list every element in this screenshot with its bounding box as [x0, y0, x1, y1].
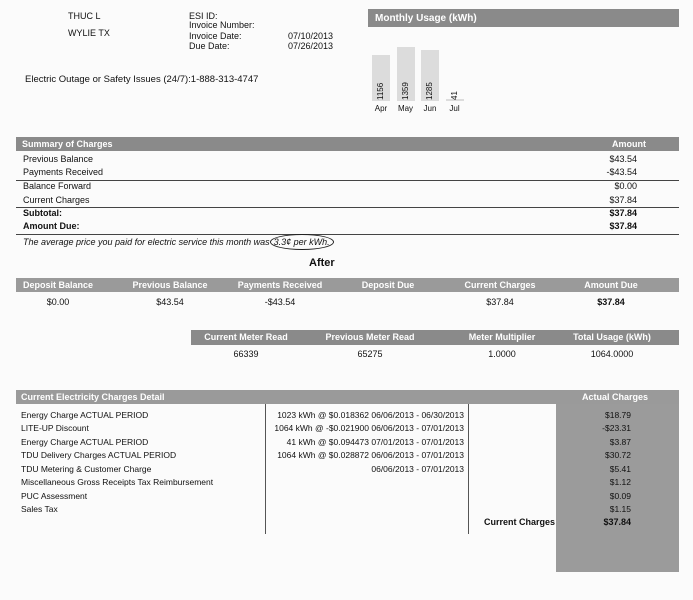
summary-row-label: Subtotal:: [23, 208, 62, 218]
deposit-header-cell: Deposit Balance: [22, 280, 94, 290]
detail-row-calculation: 06/06/2013 - 07/01/2013: [371, 464, 464, 474]
detail-row-description: Energy Charge ACTUAL PERIOD: [21, 410, 149, 420]
summary-title: Summary of Charges: [22, 139, 113, 149]
summary-row-amount: $37.84: [609, 195, 637, 205]
usage-month-label: Jul: [449, 104, 460, 113]
due-date-label: Due Date:: [189, 41, 230, 51]
detail-row-amount: $0.09: [609, 491, 631, 501]
usage-bar-label: 41: [449, 91, 459, 100]
usage-chart-header: [368, 9, 679, 27]
deposit-value-cell: $0.00: [46, 297, 70, 307]
detail-row-amount: $3.87: [609, 437, 631, 447]
detail-title: Current Electricity Charges Detail: [21, 392, 165, 402]
deposit-header-cell: Amount Due: [584, 280, 638, 290]
average-price-note: [23, 238, 334, 247]
usage-bar-label: 1359: [400, 82, 410, 100]
usage-month-label: Apr: [374, 104, 388, 113]
detail-row-amount: $1.15: [609, 504, 631, 514]
meter-header-cell: Current Meter Read: [204, 332, 288, 342]
summary-header: [16, 137, 679, 151]
detail-row-amount: $30.72: [605, 450, 631, 460]
summary-row-label: Amount Due:: [23, 221, 80, 231]
current-charges-total-label: Current Charges: [484, 517, 556, 527]
detail-row-amount: -$23.31: [602, 423, 631, 433]
detail-row-description: Sales Tax: [21, 504, 58, 514]
deposit-value-cell: $37.84: [597, 297, 625, 307]
deposit-header-cell: Payments Received: [237, 280, 323, 290]
detail-separator-1: [265, 404, 266, 534]
meter-header-cell: Total Usage (kWh): [573, 332, 651, 342]
after-label: After: [309, 257, 335, 269]
usage-chart: [368, 27, 679, 119]
detail-row-description: TDU Delivery Charges ACTUAL PERIOD: [21, 450, 177, 460]
detail-header: [16, 390, 679, 404]
summary-row-amount: $0.00: [614, 181, 637, 191]
usage-chart-title: Monthly Usage (kWh): [375, 13, 477, 24]
meter-header-cell: Previous Meter Read: [325, 332, 415, 342]
meter-value-cell: 65275: [357, 349, 383, 359]
summary-divider: [16, 180, 679, 181]
summary-amount-header: Amount: [612, 139, 646, 149]
summary-row-label: Previous Balance: [23, 154, 94, 164]
meter-value-cell: 1064.0000: [590, 349, 634, 359]
invoice-number-label: Invoice Number:: [189, 20, 255, 30]
detail-row-calculation: 1064 kWh @ $0.028872 06/06/2013 - 07/01/2013: [277, 450, 464, 460]
detail-row-amount: $5.41: [609, 464, 631, 474]
summary-row-amount: $37.84: [609, 221, 637, 231]
summary-divider-3: [16, 234, 679, 235]
detail-row-amount: $18.79: [605, 410, 631, 420]
summary-row-amount: -$43.54: [606, 167, 637, 177]
meter-value-cell: 1.0000: [488, 349, 516, 359]
detail-row-description: Energy Charge ACTUAL PERIOD: [21, 437, 149, 447]
detail-row-amount: $1.12: [609, 477, 631, 487]
summary-row-label: Current Charges: [23, 195, 90, 205]
actual-charges-header: Actual Charges: [582, 392, 649, 402]
meter-value-cell: 66339: [233, 349, 259, 359]
invoice-date: 07/10/2013: [288, 31, 334, 41]
customer-name: THUC L: [68, 11, 101, 21]
deposit-value-cell: -$43.54: [264, 297, 296, 307]
deposit-header-cell: Previous Balance: [132, 280, 208, 290]
deposit-value-cell: $43.54: [156, 297, 184, 307]
usage-bar-label: 1156: [376, 82, 385, 100]
average-price-highlight: 3.3¢ per kWh.: [270, 234, 334, 250]
detail-separator-2: [468, 404, 469, 534]
summary-row-label: Balance Forward: [23, 181, 92, 191]
meter-header-cell: Meter Multiplier: [468, 332, 536, 342]
customer-city: WYLIE TX: [68, 28, 110, 38]
summary-row-label: Payments Received: [23, 167, 104, 177]
invoice-date-label: Invoice Date:: [189, 31, 242, 41]
usage-month-label: May: [397, 104, 414, 113]
detail-row-description: PUC Assessment: [21, 491, 88, 501]
detail-row-description: Miscellaneous Gross Receipts Tax Reimbursement: [21, 477, 214, 487]
usage-month-label: Jun: [423, 104, 437, 113]
detail-row-calculation: 1064 kWh @ -$0.021900 06/06/2013 - 07/01/2013: [274, 423, 464, 433]
outage-phone: Electric Outage or Safety Issues (24/7):1-888-313-4747: [25, 74, 259, 85]
current-charges-total-amount: $37.84: [603, 517, 631, 527]
due-date: 07/26/2013: [288, 41, 334, 51]
summary-row-amount: $43.54: [609, 154, 637, 164]
summary-divider-2: [16, 207, 679, 208]
usage-bar-label: 1285: [425, 82, 434, 100]
detail-row-calculation: 41 kWh @ $0.094473 07/01/2013 - 07/01/2013: [286, 437, 464, 447]
deposit-value-cell: $37.84: [486, 297, 514, 307]
esi-id-label: ESI ID:: [189, 11, 218, 21]
detail-row-description: TDU Metering & Customer Charge: [21, 464, 152, 474]
summary-row-amount: $37.84: [609, 208, 637, 218]
detail-row-description: LITE-UP Discount: [21, 423, 89, 433]
detail-row-calculation: 1023 kWh @ $0.018362 06/06/2013 - 06/30/2013: [277, 410, 464, 420]
deposit-header-cell: Current Charges: [464, 280, 536, 290]
deposit-header-cell: Deposit Due: [361, 280, 415, 290]
average-price-note-text: The average price you paid for electric service this month was: [23, 237, 270, 247]
